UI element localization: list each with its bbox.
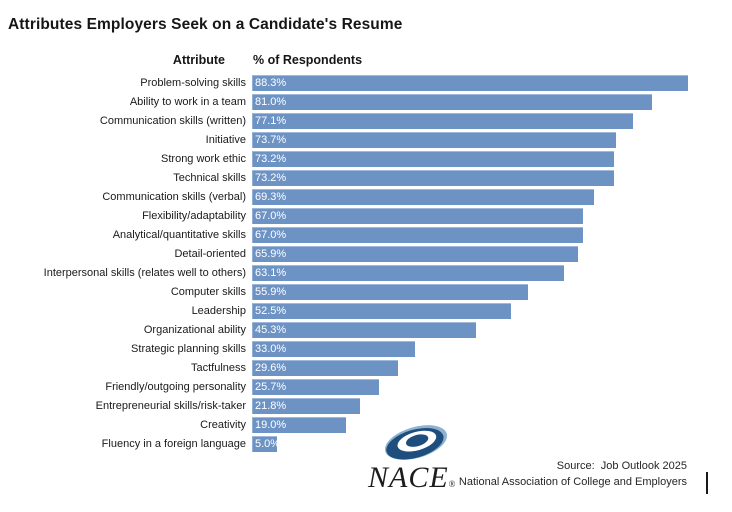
bar-value-label: 77.1% [255, 114, 287, 127]
chart-row [0, 339, 732, 358]
chart-row [0, 187, 732, 206]
bar-value-label: 73.2% [255, 171, 287, 184]
chart-row [0, 434, 732, 453]
category-label: Initiative [205, 133, 246, 146]
category-label: Detail-oriented [174, 247, 246, 260]
category-label: Communication skills (written) [99, 114, 246, 127]
bar-track [252, 284, 732, 300]
bar-value-label: 45.3% [255, 323, 287, 336]
bar [252, 208, 583, 224]
category-label: Communication skills (verbal) [102, 190, 246, 203]
nace-wordmark: NACE® [368, 461, 456, 494]
bar-track [252, 246, 732, 262]
bar-value-label: 73.7% [255, 133, 287, 146]
chart-row [0, 149, 732, 168]
chart-row [0, 377, 732, 396]
bar [252, 75, 688, 91]
bar-track [252, 170, 732, 186]
bar [252, 227, 583, 243]
bar-value-label: 63.1% [255, 266, 287, 279]
bar [252, 113, 633, 129]
category-label: Leadership [191, 304, 246, 317]
source-line-1: Source: Job Outlook 2025 [556, 460, 687, 472]
bar-value-label: 67.0% [255, 228, 287, 241]
bar-value-label: 25.7% [255, 380, 287, 393]
bar-value-label: 55.9% [255, 285, 287, 298]
chart-row [0, 282, 732, 301]
bar-track [252, 341, 732, 357]
bar [252, 303, 511, 319]
bar-value-label: 65.9% [255, 247, 287, 260]
bar-value-label: 5.0% [255, 437, 281, 450]
respondents-column-header: % of Respondents [253, 53, 363, 67]
bar-value-label: 33.0% [255, 342, 287, 355]
category-label: Strong work ethic [161, 152, 246, 165]
bar-track [252, 303, 732, 319]
bar-track [252, 322, 732, 338]
chart-row [0, 206, 732, 225]
category-label: Analytical/quantitative skills [112, 228, 246, 241]
source-line-2: National Association of College and Employers [458, 475, 687, 488]
chart-row [0, 320, 732, 339]
bar-value-label: 73.2% [255, 152, 287, 165]
bar-rows [0, 73, 732, 453]
category-label: Interpersonal skills (relates well to others) [43, 266, 246, 279]
category-label: Fluency in a foreign language [101, 437, 246, 450]
bar [252, 94, 652, 110]
category-label: Strategic planning skills [131, 342, 246, 355]
category-label: Flexibility/adaptability [142, 209, 246, 222]
chart-row [0, 92, 732, 111]
chart-title: Attributes Employers Seek on a Candidate's Resume [8, 16, 403, 33]
bar [252, 284, 528, 300]
bar-track [252, 398, 732, 414]
chart-row [0, 244, 732, 263]
bar-track [252, 379, 732, 395]
bar-track [252, 151, 732, 167]
category-label: Computer skills [170, 285, 246, 298]
chart-row [0, 415, 732, 434]
bar-value-label: 19.0% [255, 418, 287, 431]
bar-track [252, 265, 732, 281]
bar-value-label: 21.8% [255, 399, 287, 412]
category-label: Entrepreneurial skills/risk-taker [95, 399, 246, 412]
category-label: Friendly/outgoing personality [105, 380, 246, 393]
bar-track [252, 132, 732, 148]
chart-row [0, 225, 732, 244]
bar [252, 170, 614, 186]
bar-track [252, 113, 732, 129]
bar-value-label: 29.6% [255, 361, 287, 374]
bar-track [252, 75, 732, 91]
category-label: Technical skills [173, 171, 246, 184]
bar-value-label: 81.0% [255, 95, 287, 108]
bar-value-label: 52.5% [255, 304, 287, 317]
bar [252, 151, 614, 167]
category-label: Ability to work in a team [129, 95, 246, 108]
bar [252, 189, 594, 205]
chart-row [0, 301, 732, 320]
bar-value-label: 69.3% [255, 190, 287, 203]
category-label: Creativity [200, 418, 246, 431]
nace-swirl-icon [383, 424, 449, 461]
bar-track [252, 360, 732, 376]
category-label: Problem-solving skills [140, 76, 246, 89]
bar [252, 246, 578, 262]
chart-row [0, 263, 732, 282]
bar-track [252, 227, 732, 243]
category-label: Tactfulness [190, 361, 246, 374]
chart-row [0, 130, 732, 149]
attribute-column-header: Attribute [172, 53, 225, 67]
bar-track [252, 189, 732, 205]
chart-row [0, 111, 732, 130]
chart-row [0, 396, 732, 415]
bar-value-label: 88.3% [255, 76, 287, 89]
chart-row [0, 358, 732, 377]
registered-mark: ® [448, 479, 456, 489]
source-attribution [459, 459, 687, 490]
bar [252, 132, 616, 148]
bar-value-label: 67.0% [255, 209, 287, 222]
column-headers [0, 53, 732, 67]
chart-row [0, 73, 732, 92]
chart-row [0, 168, 732, 187]
bar [252, 265, 564, 281]
bar-track [252, 208, 732, 224]
bar-track [252, 94, 732, 110]
category-label: Organizational ability [143, 323, 246, 336]
text-cursor[interactable] [706, 472, 708, 494]
